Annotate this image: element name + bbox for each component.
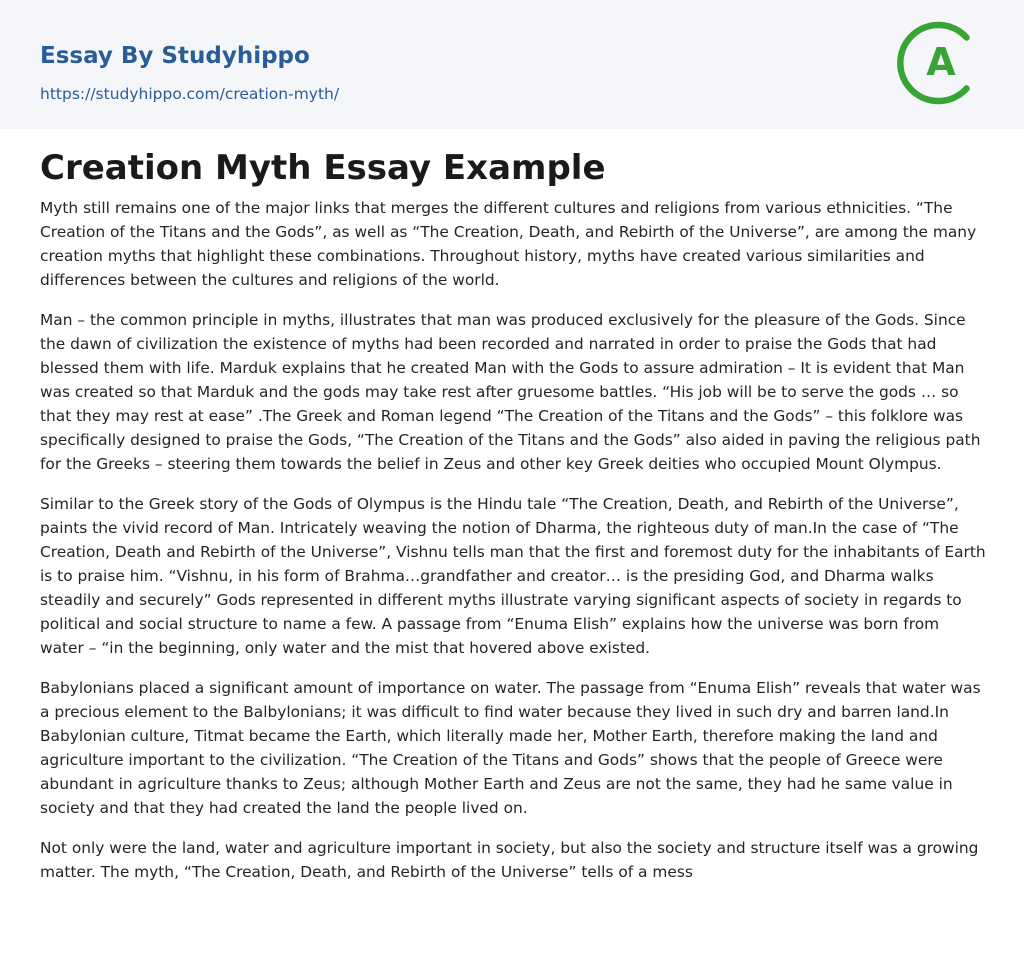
source-link[interactable]: https://studyhippo.com/creation-myth/ (40, 85, 340, 103)
paragraph-4: Babylonians placed a significant amount of importance on water. The passage from “Enuma Elish” reveals that water was a precious element to the Balbylonians; it was difficult to find water because they lived in such dry and barren land.In Babylonian culture, Titmat became the Earth, which literally made her, Mother Earth, therefore making the land and agriculture important to the civilization. “The Creation of the Titans and Gods” shows that the people of Greece were abundant in agriculture thanks to Zeus; although Mother Earth and Zeus are not the same, they had he same value in society and that they had created the land the people lived on. (40, 679, 981, 817)
paragraph-3: Similar to the Greek story of the Gods of Olympus is the Hindu tale “The Creation, Death, and Rebirth of the Universe”, paints the vivid record of Man. Intricately weaving the notion of Dharma, the righteous duty of man.In the case of “The Creation, Death and Rebirth of the Universe”, Vishnu tells man that the first and foremost duty for the inhabitants of Earth is to praise him. “Vishnu, in his form of Brahma…grandfather and creator… is the presiding God, and Dharma walks steadily and securely” Gods represented in different myths illustrate varying significant aspects of society in regards to political and social structure to name a few. A passage from “Enuma Elish” explains how the universe was born from water – “in the beginning, only water and the mist that hovered above existed. (40, 495, 986, 657)
article (40, 146, 986, 900)
logo-letter: A (926, 40, 956, 84)
paragraph-2: Man – the common principle in myths, illustrates that man was produced exclusively for the pleasure of the Gods. Since the dawn of civilization the existence of myths had been recorded and narrated in order to praise the Gods that had blessed them with life. Marduk explains that he created Man with the Gods to assure admiration – It is evident that Man was created so that Marduk and the gods may take rest after gruesome battles. “His job will be to serve the gods … so that they may rest at ease” .The Greek and Roman legend “The Creation of the Titans and the Gods” – this folklore was specifically designed to praise the Gods, “The Creation of the Titans and the Gods” also aided in paving the religious path for the Greeks – steering them towards the belief in Zeus and other key Greek deities who occupied Mount Olympus. (40, 311, 981, 473)
site-header (0, 0, 1024, 129)
studyhippo-logo-icon[interactable] (896, 18, 986, 108)
paragraph-5: Not only were the land, water and agriculture important in society, but also the society and structure itself was a growing matter. The myth, “The Creation, Death, and Rebirth of the Universe” tells of a mess (40, 839, 979, 881)
paragraph-1: Myth still remains one of the major links that merges the different cultures and religions from various ethnicities. “The Creation of the Titans and the Gods”, as well as “The Creation, Death, and Rebirth of the Universe”, are among the many creation myths that highlight these combinations. Throughout history, myths have created various similarities and differences between the cultures and religions of the world. (40, 199, 977, 289)
page-title: Creation Myth Essay Example (40, 148, 606, 188)
brand-title: Essay By Studyhippo (40, 43, 310, 69)
